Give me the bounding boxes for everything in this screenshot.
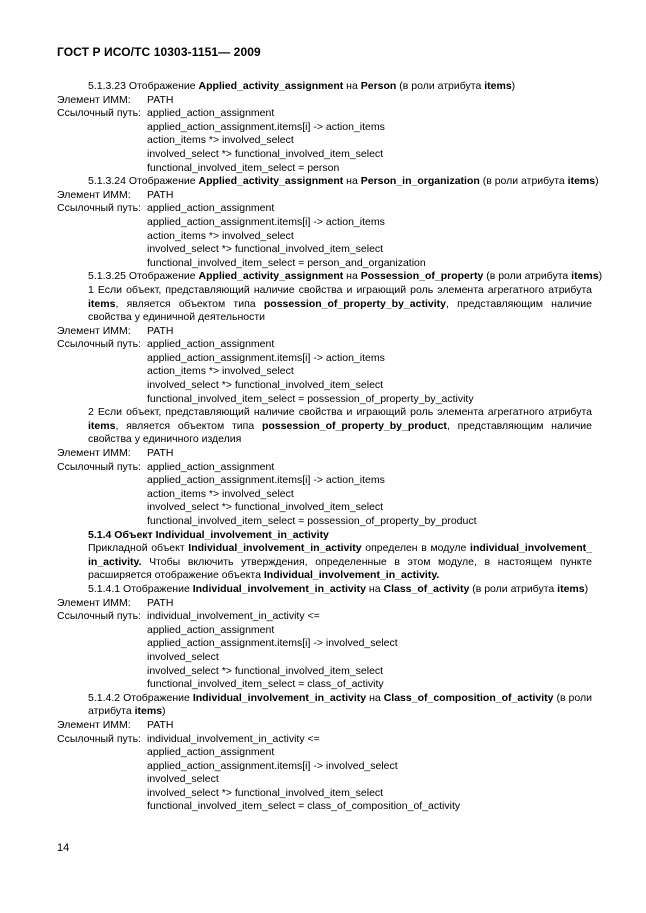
ref-path-line: involved_select xyxy=(147,773,219,786)
element-row: Элемент ИММ: PATH xyxy=(57,596,174,609)
ref-path-line: applied_action_assignment xyxy=(147,746,275,759)
element-row: Элемент ИММ: PATH xyxy=(57,324,174,337)
ref-path-line: action_items *> involved_select xyxy=(147,134,294,147)
ref-path-line: involved_select *> functional_involved_item_select xyxy=(147,243,384,256)
element-row: Элемент ИММ: PATH xyxy=(57,188,174,201)
element-row: Элемент ИММ: PATH xyxy=(57,93,174,106)
ref-path-line: functional_involved_item_select = class_of_activity xyxy=(147,678,384,691)
ref-path-line: applied_action_assignment.items[i] -> action_items xyxy=(147,474,385,487)
ref-path-line: involved_select *> functional_involved_item_select xyxy=(147,147,384,160)
ref-path-line: functional_involved_item_select = possession_of_property_by_product xyxy=(147,515,477,527)
mapping-heading: 5.1.3.25 Отображение Applied_activity_assignment на Possession_of_property (в роли атрибута items) xyxy=(88,270,603,283)
ref-path-line: functional_involved_item_select = person xyxy=(147,161,340,174)
section-heading: 5.1.4 Объект Individual_involvement_in_activity xyxy=(88,528,329,541)
note-paragraph: 2 Если объект, представляющий наличие свойства и играющий роль элемента агрегатного атрибута items, является объектом типа possession_of_property_by_product, представляющим наличие свойства у единичного изделия xyxy=(88,406,592,446)
note-paragraph: 1 Если объект, представляющий наличие свойства и играющий роль элемента агрегатного атрибута items, является объектом типа possession_of_property_by_activity, представляющим наличие свойства у единичной деятельности xyxy=(88,283,592,324)
ref-path-line: functional_involved_item_select = possession_of_property_by_activity xyxy=(147,392,474,405)
mapping-heading: 5.1.3.24 Отображение Applied_activity_assignment на Person_in_organization (в роли атрибута items) xyxy=(88,175,599,188)
ref-path-line: involved_select *> functional_involved_item_select xyxy=(147,786,384,799)
section-paragraph: Прикладной объект Individual_involvement_in_activity определен в модуле individual_involvement_ in_activity. Чтобы включить утверждения, определенные в этом модуле, в настоящем пункте расширяется отображение объекта Individual_involvement_in_activity. xyxy=(88,542,592,582)
element-row: Элемент ИММ: PATH xyxy=(57,447,174,460)
ref-path-line: involved_select *> functional_involved_item_select xyxy=(147,501,384,514)
ref-path-line: applied_action_assignment.items[i] -> action_items xyxy=(147,120,385,133)
ref-path-line: applied_action_assignment xyxy=(147,623,275,636)
mapping-heading: 5.1.3.23 Отображение Applied_activity_assignment на Person (в роли атрибута items) xyxy=(88,80,516,92)
ref-path-line: applied_action_assignment.items[i] -> involved_select xyxy=(147,637,398,650)
ref-path-line: action_items *> involved_select xyxy=(147,365,294,378)
page-header: ГОСТ Р ИСО/ТС 10303-1151— 2009 xyxy=(57,45,261,59)
ref-path-row: Ссылочный путь: applied_action_assignment xyxy=(57,460,275,473)
mapping-heading: 5.1.4.1 Отображение Individual_involvement_in_activity на Class_of_activity (в роли атрибута items) xyxy=(88,582,589,595)
ref-path-line: action_items *> involved_select xyxy=(147,229,294,242)
ref-path-line: action_items *> involved_select xyxy=(147,487,294,500)
ref-path-line: functional_involved_item_select = person_and_organization xyxy=(147,256,426,269)
ref-path-line: involved_select *> functional_involved_item_select xyxy=(147,379,384,392)
ref-path-row: Ссылочный путь: applied_action_assignment xyxy=(57,338,275,351)
ref-path-row: Ссылочный путь: applied_action_assignment xyxy=(57,202,275,215)
element-row: Элемент ИММ: PATH xyxy=(57,718,174,731)
ref-path-line: functional_involved_item_select = class_of_composition_of_activity xyxy=(147,800,461,813)
document-body xyxy=(57,80,603,814)
ref-path-line: applied_action_assignment.items[i] -> involved_select xyxy=(147,759,398,772)
ref-path-line: applied_action_assignment.items[i] -> action_items xyxy=(147,215,385,228)
ref-path-line: involved_select xyxy=(147,650,219,663)
ref-path-row: Ссылочный путь: applied_action_assignment xyxy=(57,107,275,120)
ref-path-line: involved_select *> functional_involved_item_select xyxy=(147,664,384,677)
ref-path-line: applied_action_assignment.items[i] -> action_items xyxy=(147,351,385,364)
ref-path-row: Ссылочный путь: individual_involvement_in_activity <= xyxy=(57,610,320,623)
mapping-heading: 5.1.4.2 Отображение Individual_involvement_in_activity на Class_of_composition_of_activity (в роли атрибута items) xyxy=(88,691,592,718)
page-number: 14 xyxy=(57,842,70,854)
ref-path-row: Ссылочный путь: individual_involvement_in_activity <= xyxy=(57,732,320,745)
